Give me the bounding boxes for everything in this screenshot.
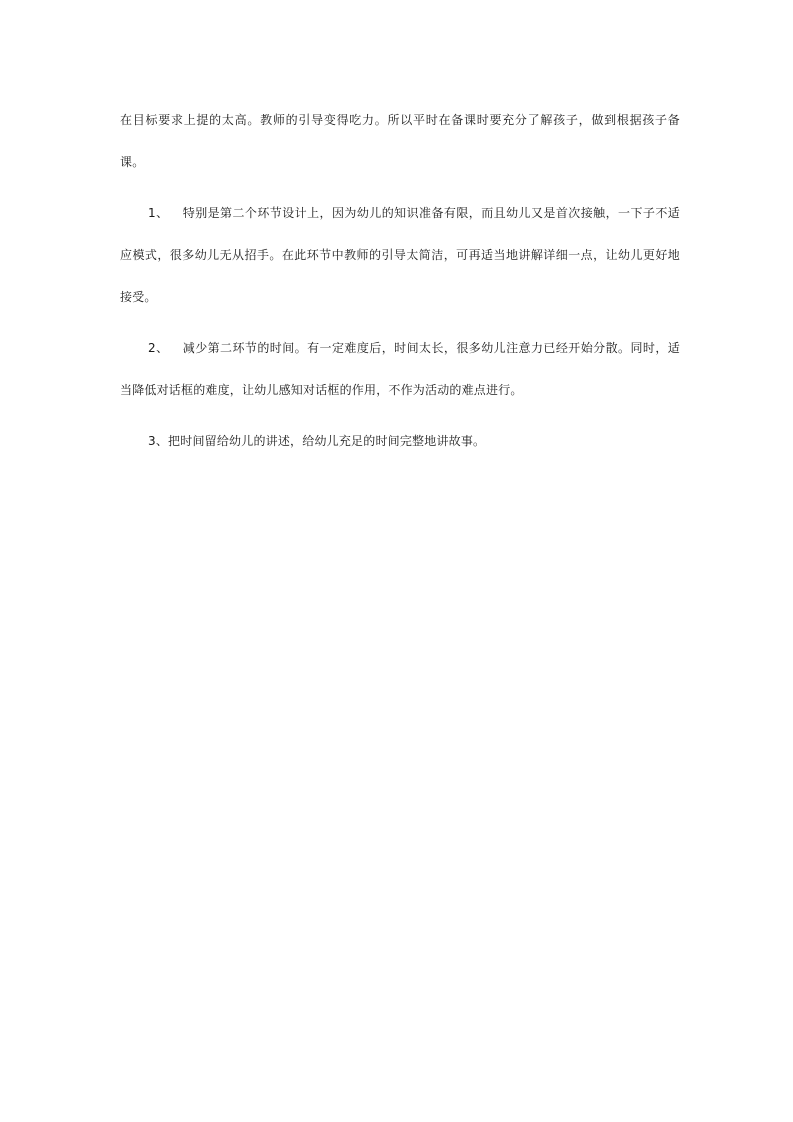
paragraph-text: 减少第二环节的时间。有一定难度后，时间太长，很多幼儿注意力已经开始分散。同时，适当降低对话框的难度，让幼儿感知对话框的作用，不作为活动的难点进行。	[120, 341, 680, 397]
paragraph-text: 把时间留给幼儿的讲述，给幼儿充足的时间完整地讲故事。	[168, 434, 486, 448]
paragraph-item-1	[120, 192, 680, 318]
list-number: 1、	[148, 206, 169, 220]
paragraph-text: 在目标要求上提的太高。教师的引导变得吃力。所以平时在备课时要充分了解孩子，做到根据孩子备课。	[120, 113, 680, 169]
document-body	[120, 99, 680, 462]
paragraph-item-3	[120, 420, 680, 462]
paragraph-text: 特别是第二个环节设计上，因为幼儿的知识准备有限，而且幼儿又是首次接触，一下子不适应模式，很多幼儿无从招手。在此环节中教师的引导太简洁，可再适当地讲解详细一点，让幼儿更好地接受。	[120, 206, 680, 304]
list-number: 2、	[148, 341, 169, 355]
list-number: 3、	[148, 434, 169, 448]
paragraph-continued	[120, 99, 680, 183]
paragraph-item-2	[120, 327, 680, 411]
